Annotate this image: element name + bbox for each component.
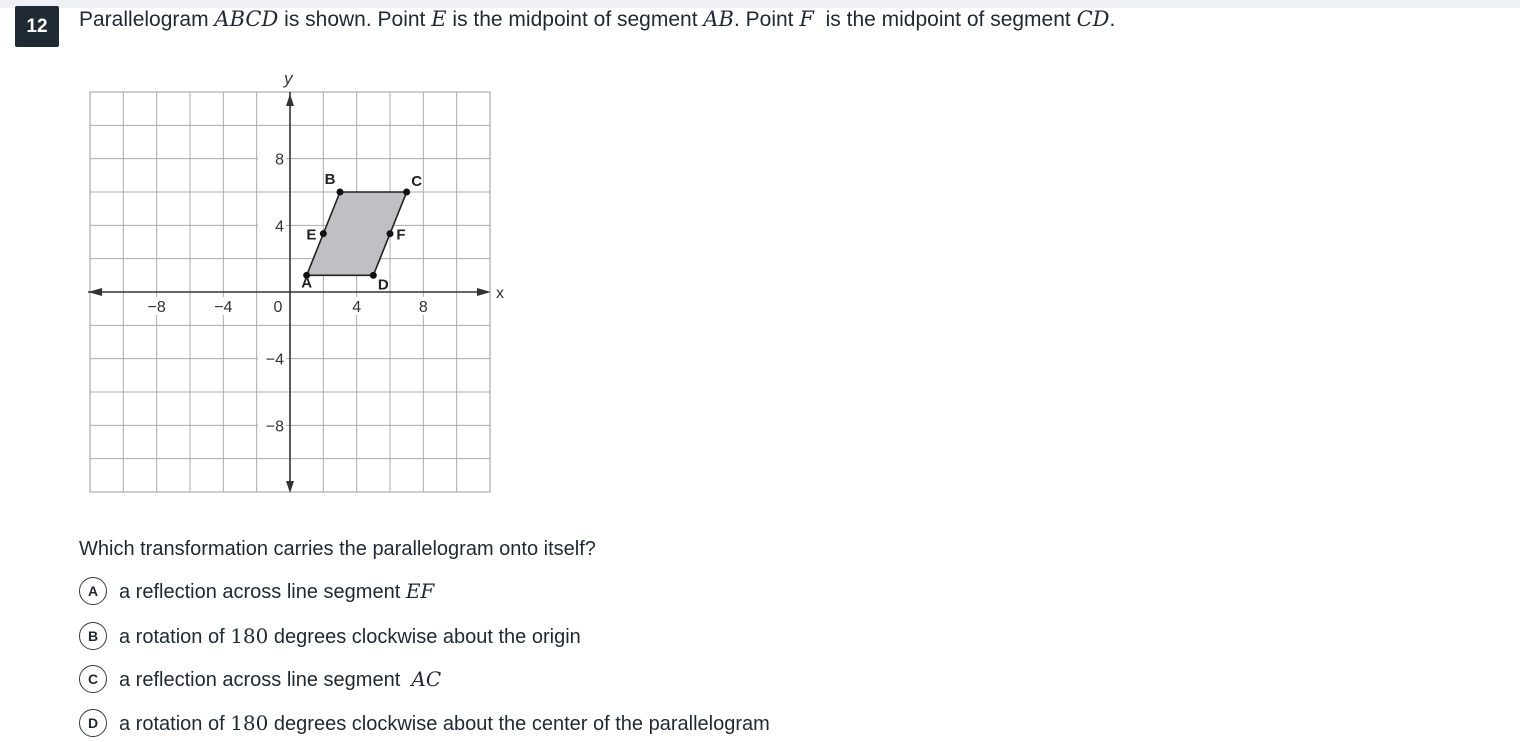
y-axis-top-arrow	[286, 94, 294, 106]
x-axis-right-arrow	[477, 288, 491, 296]
vertex-a-label: A	[301, 274, 313, 292]
choice-c-bubble[interactable]: C	[79, 665, 107, 693]
vertex-d-dot	[370, 272, 377, 279]
vertex-b-dot	[337, 189, 344, 196]
y-tick-label: 4	[275, 218, 284, 236]
vertex-d-label: D	[377, 276, 389, 294]
choice-a-math: EF	[405, 578, 435, 603]
choice-d-bubble[interactable]: D	[79, 709, 107, 737]
midpoint-e-label: E	[306, 226, 317, 244]
choice-d-label: a rotation of	[119, 712, 231, 735]
stem-text-4: . Point	[733, 8, 800, 31]
coordinate-graph	[70, 66, 510, 506]
choice-b-text	[119, 624, 581, 649]
stem-math-cd: CD	[1076, 7, 1110, 31]
y-tick-label: 8	[275, 151, 284, 169]
choice-a-text	[119, 579, 434, 604]
stem-text-1: Parallelogram	[79, 8, 215, 31]
stem-math-f: F	[799, 7, 814, 31]
x-tick-label: −4	[214, 299, 233, 316]
stem-math-ab: AB	[703, 7, 734, 31]
stem-text-2: is shown. Point	[278, 8, 432, 31]
choice-b-bubble[interactable]: B	[79, 622, 107, 650]
midpoint-f-dot	[387, 230, 394, 237]
midpoint-e-dot	[320, 230, 327, 237]
choice-d[interactable]	[79, 709, 770, 737]
choice-b-label: a rotation of	[119, 625, 231, 648]
stem-text-5: is the midpoint of segment	[813, 8, 1077, 31]
question-stem	[79, 6, 1115, 33]
choice-c[interactable]	[79, 665, 441, 693]
stem-math-e: E	[431, 7, 447, 31]
stem-math-abcd: ABCD	[214, 7, 279, 31]
y-axis-bottom-arrow	[286, 481, 294, 493]
choice-a-label: a reflection across line segment	[119, 580, 406, 603]
choice-b-math: 180	[230, 623, 269, 648]
choice-c-text	[119, 667, 441, 692]
choice-d-label-2: degrees clockwise about the center of the parallelogram	[268, 712, 770, 735]
stem-text-3: is the midpoint of segment	[446, 8, 704, 31]
choice-a-bubble[interactable]: A	[79, 577, 107, 605]
vertex-c-dot	[403, 189, 410, 196]
vertex-c-label: C	[411, 173, 423, 190]
x-tick-label: 4	[352, 299, 362, 316]
x-tick-label: 8	[418, 299, 428, 316]
choice-b-label-2: degrees clockwise about the origin	[268, 625, 581, 648]
y-tick-label: −8	[265, 418, 284, 436]
choice-c-math: AC	[411, 666, 442, 691]
x-axis-label: x	[496, 285, 504, 302]
y-tick-label: −4	[265, 351, 284, 369]
question-number-badge: 12	[15, 6, 59, 47]
choice-b[interactable]	[79, 622, 581, 650]
x-tick-label: 0	[273, 299, 283, 316]
choice-d-text	[119, 711, 770, 736]
choice-a[interactable]	[79, 577, 434, 605]
choice-c-label: a reflection across line segment	[119, 668, 412, 691]
choice-d-math: 180	[230, 710, 269, 735]
stem-text-6: .	[1109, 8, 1116, 31]
midpoint-f-label: F	[396, 226, 406, 244]
question-prompt: Which transformation carries the parallelogram onto itself?	[79, 538, 596, 560]
vertex-b-label: B	[324, 171, 336, 188]
x-tick-label: −8	[147, 299, 166, 316]
axes	[88, 69, 504, 493]
y-axis-label: y	[284, 69, 293, 88]
